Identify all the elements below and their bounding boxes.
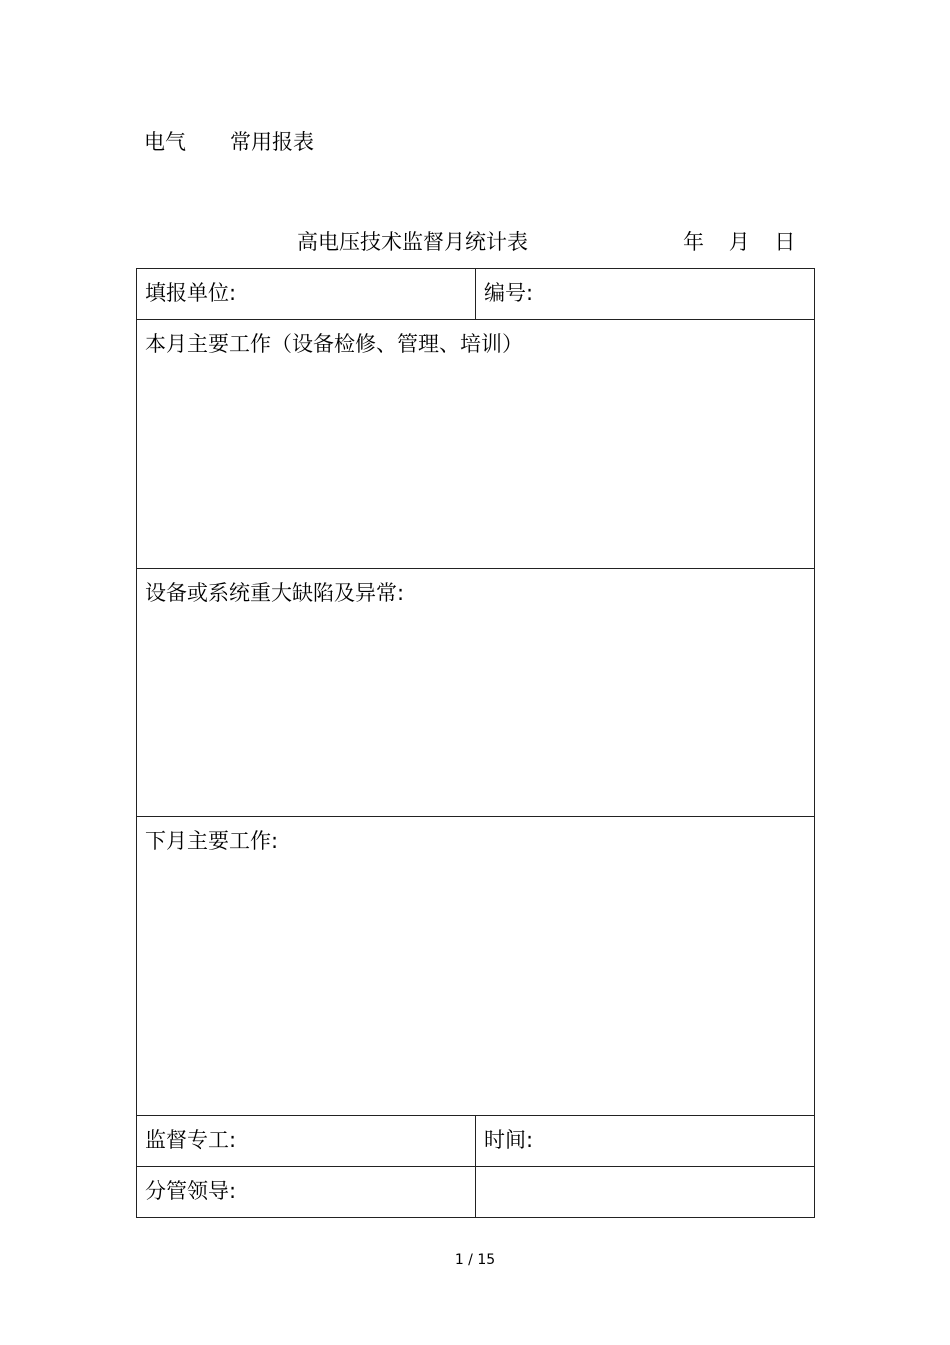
- supervisor-field[interactable]: [137, 1116, 476, 1167]
- next-month-work-label: 下月主要工作:: [145, 829, 279, 853]
- date-day-label: 日: [774, 230, 796, 254]
- date-row: [683, 228, 795, 256]
- supervisor-label: 监督专工:: [145, 1128, 237, 1152]
- row-main-work: [137, 320, 815, 569]
- leader-label: 分管领导:: [145, 1179, 237, 1203]
- header-category: 电气: [144, 130, 186, 154]
- row-unit-number: [137, 269, 815, 320]
- serial-number-label: 编号:: [484, 281, 534, 305]
- next-month-work-field[interactable]: [137, 817, 815, 1116]
- defects-label: 设备或系统重大缺陷及异常:: [145, 581, 405, 605]
- time-field[interactable]: [476, 1116, 815, 1167]
- date-month-label: 月: [728, 230, 750, 254]
- serial-number-field[interactable]: [476, 269, 815, 320]
- row-supervisor-time: [137, 1116, 815, 1167]
- defects-field[interactable]: [137, 569, 815, 817]
- row-defects: [137, 569, 815, 817]
- form-title: 高电压技术监督月统计表: [297, 230, 528, 254]
- leader-value-field[interactable]: [476, 1167, 815, 1218]
- reporting-unit-field[interactable]: [137, 269, 476, 320]
- main-work-label: 本月主要工作（设备检修、管理、培训）: [145, 332, 523, 356]
- leader-field[interactable]: [137, 1167, 476, 1218]
- reporting-unit-label: 填报单位:: [145, 281, 237, 305]
- main-work-field[interactable]: [137, 320, 815, 569]
- page-number: 1 / 15: [454, 1252, 496, 1268]
- time-label: 时间:: [484, 1128, 534, 1152]
- report-form-table: [136, 268, 815, 1218]
- row-next-month: [137, 817, 815, 1116]
- date-year-label: 年: [683, 230, 704, 254]
- document-header: [144, 128, 314, 156]
- header-subtitle: 常用报表: [230, 130, 314, 154]
- row-leader: [137, 1167, 815, 1218]
